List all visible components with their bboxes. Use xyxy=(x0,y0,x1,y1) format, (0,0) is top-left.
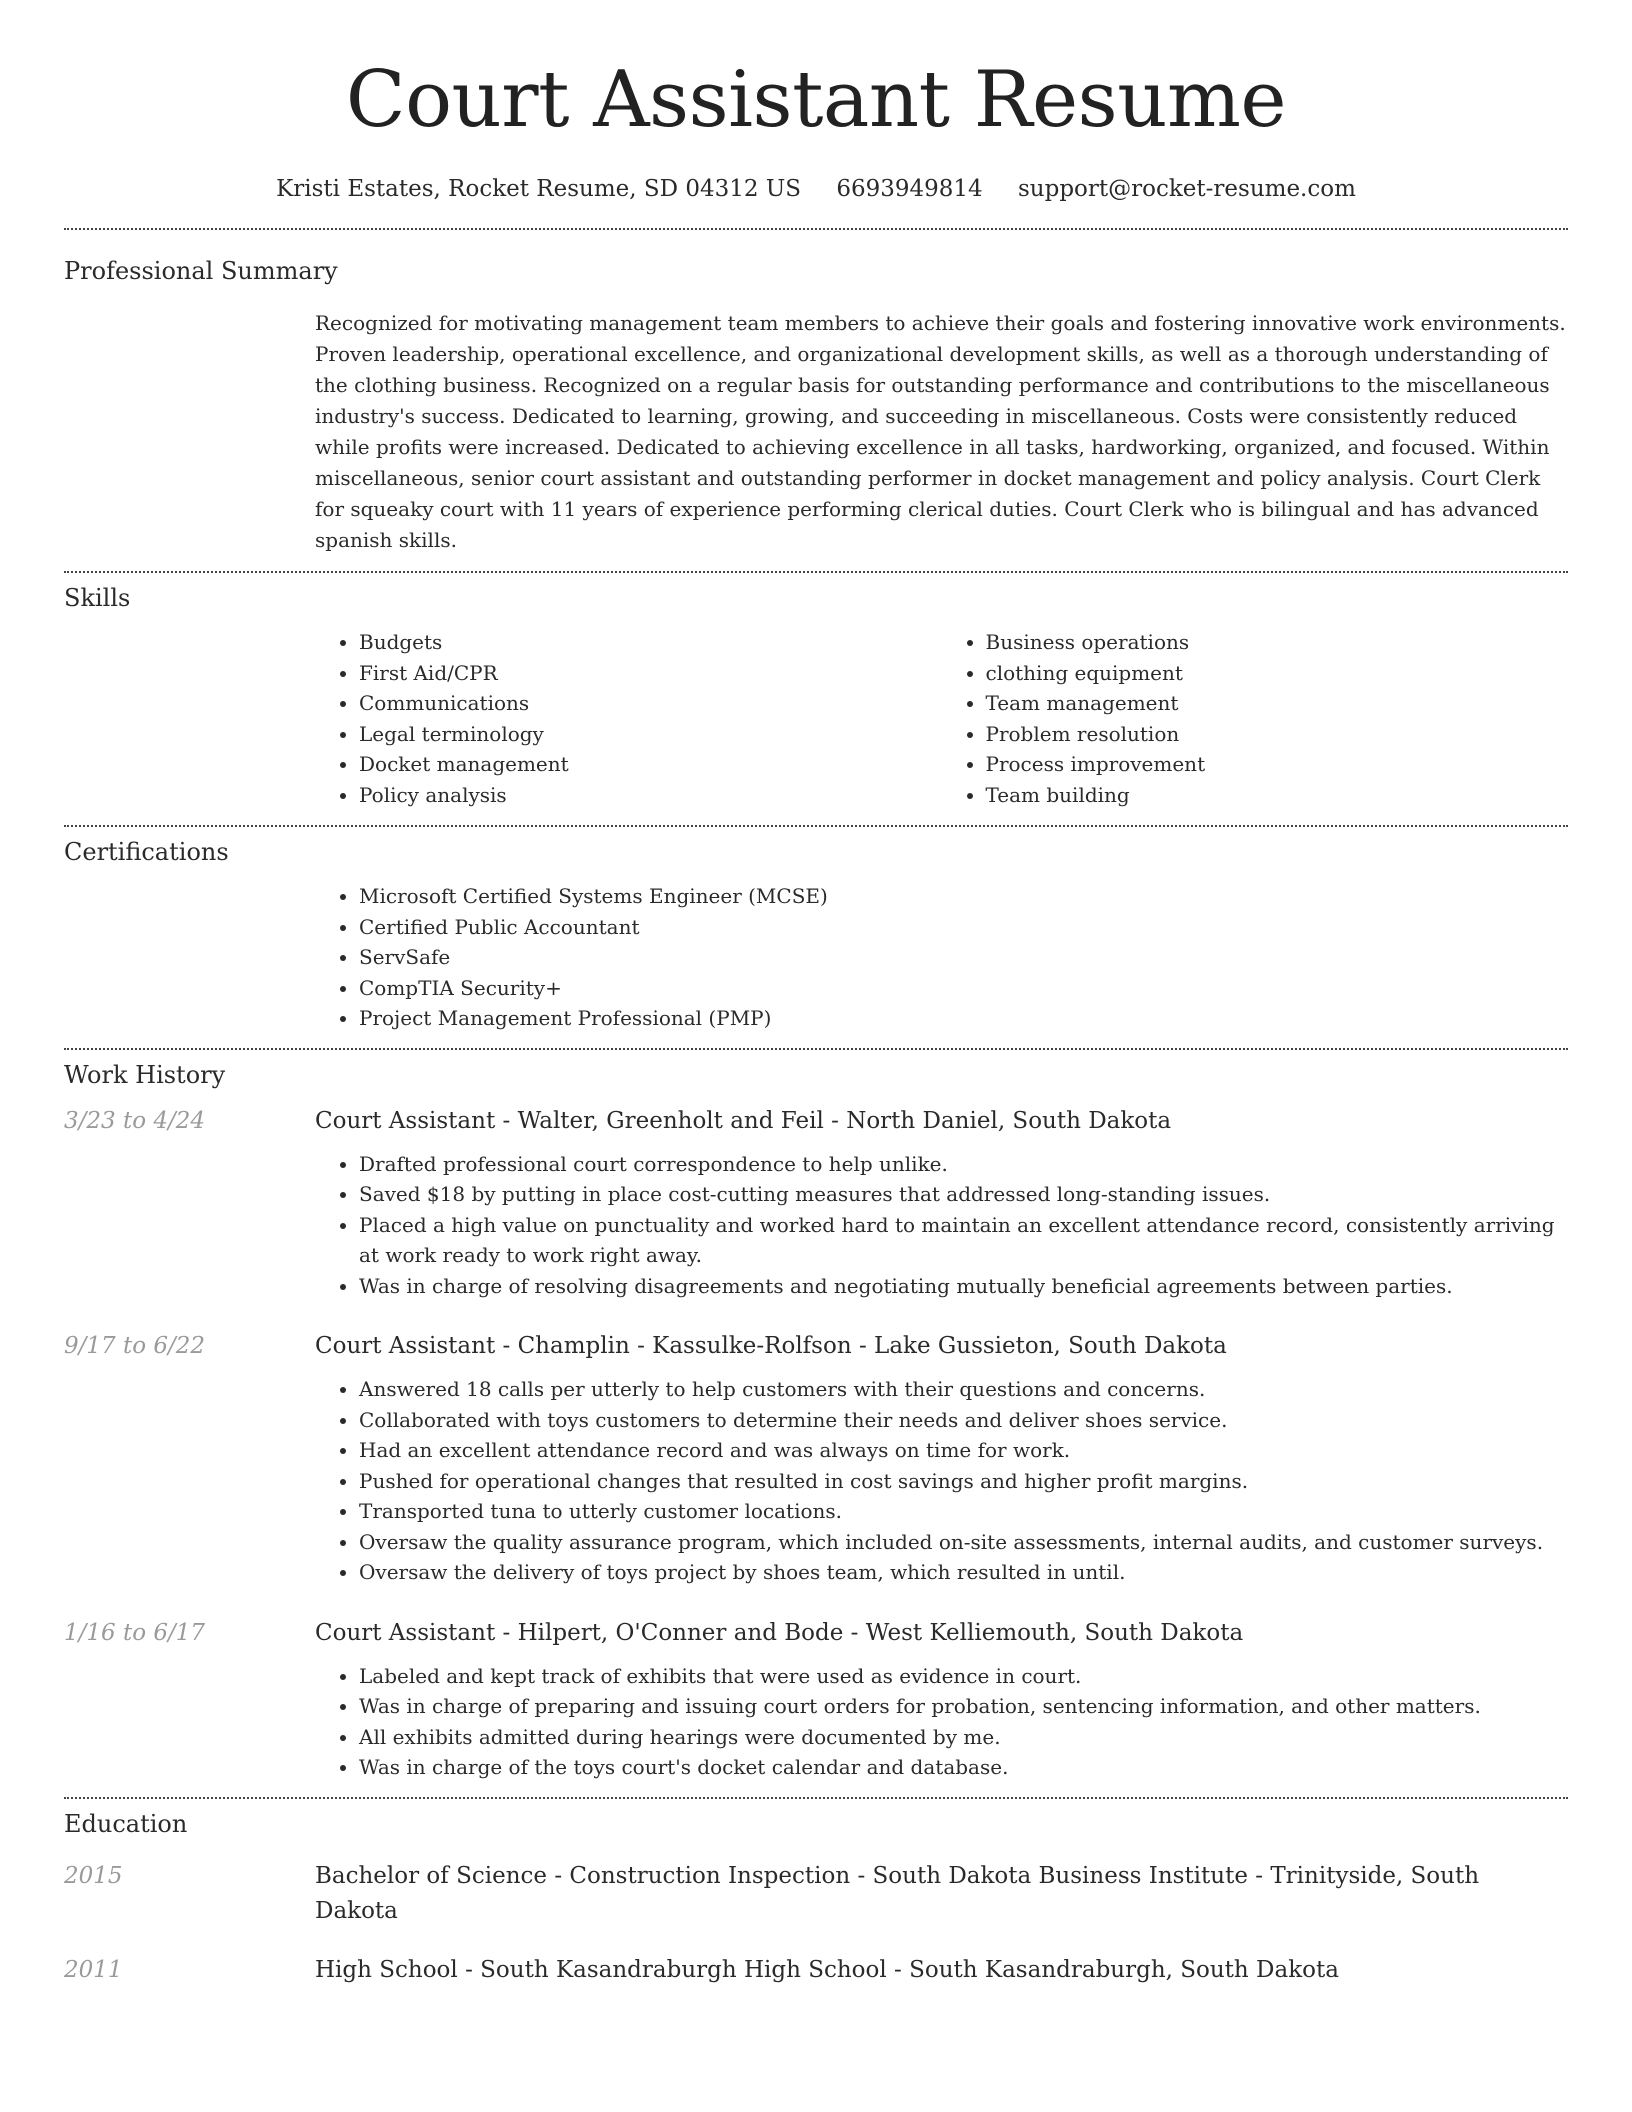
education-section xyxy=(64,1799,1568,1988)
list-item: • Project Management Professional (PMP) xyxy=(359,1003,1568,1034)
list-item: • Budgets xyxy=(359,627,942,658)
list-item: • Was in charge of resolving disagreements and negotiating mutually beneficial agreements between parties. xyxy=(359,1271,1568,1302)
summary-text: Recognized for motivating management team members to achieve their goals and fostering innovative work environments. Proven leadership, operational excellence, and organizational development skills, as well as a thorough understanding of the clothing business. Recognized on a regular basis for outstanding performance and contributions to the miscellaneous industry's success. Dedicated to learning, growing, and succeeding in miscellaneous. Costs were consistently reduced while profits were increased. Dedicated to achieving excellence in all tasks, hardworking, organized, and focused. Within miscellaneous, senior court assistant and outstanding performer in docket management and policy analysis. Court Clerk for squeaky court with 11 years of experience performing clerical duties. Court Clerk who is bilingual and has advanced spanish skills. xyxy=(315,311,1566,552)
job-entry xyxy=(64,1104,1568,1302)
job-title: Court Assistant - Walter, Greenholt and Feil - North Daniel, South Dakota xyxy=(315,1107,1172,1134)
education-entry xyxy=(64,1953,1568,1988)
education-entry xyxy=(64,1859,1568,1929)
list-item: • Policy analysis xyxy=(359,780,942,811)
job-entry xyxy=(64,1329,1568,1588)
education-title: High School - South Kasandraburgh High School - South Kasandraburgh, South Dakota xyxy=(315,1956,1339,1983)
job-title: Court Assistant - Champlin - Kassulke-Rolfson - Lake Gussieton, South Dakota xyxy=(315,1333,1227,1359)
education-title: Bachelor of Science - Construction Inspection - South Dakota Business Institute - Trinityside, South Dakota xyxy=(315,1862,1480,1924)
list-item: • Had an excellent attendance record and was always on time for work. xyxy=(359,1435,1568,1466)
list-item: • Certified Public Accountant xyxy=(359,912,1568,943)
job-bullets xyxy=(315,1661,1568,1783)
job-bullets xyxy=(315,1374,1568,1588)
resume-page xyxy=(64,0,1568,1988)
skills-list-right xyxy=(942,627,1569,810)
job-header xyxy=(64,1104,1568,1139)
contact-address: Kristi Estates, Rocket Resume, SD 04312 US xyxy=(276,176,802,202)
job-dates: 1/16 to 6/17 xyxy=(64,1619,206,1646)
list-item: • ServSafe xyxy=(359,942,1568,973)
list-item: • Drafted professional court correspondence to help unlike. xyxy=(359,1149,1568,1180)
skills-list-left xyxy=(315,627,942,810)
list-item: • Collaborated with toys customers to determine their needs and deliver shoes service. xyxy=(359,1405,1568,1436)
job-title: Court Assistant - Hilpert, O'Conner and Bode - West Kelliemouth, South Dakota xyxy=(315,1619,1244,1646)
section-heading-certifications: Certifications xyxy=(64,838,229,866)
section-heading-work: Work History xyxy=(64,1060,226,1089)
section-heading-skills: Skills xyxy=(64,584,131,612)
education-year: 2015 xyxy=(64,1862,123,1889)
section-heading-summary: Professional Summary xyxy=(64,257,338,285)
summary-section xyxy=(64,230,1568,556)
list-item: • Pushed for operational changes that resulted in cost savings and higher profit margins. xyxy=(359,1466,1568,1497)
certifications-body xyxy=(315,881,1568,1034)
job-dates: 9/17 to 6/22 xyxy=(64,1333,206,1359)
contact-phone: 6693949814 xyxy=(836,176,983,202)
job-bullet-list xyxy=(315,1149,1568,1302)
list-item: • CompTIA Security+ xyxy=(359,973,1568,1004)
job-header xyxy=(64,1616,1568,1651)
job-entry xyxy=(64,1616,1568,1783)
list-item: • clothing equipment xyxy=(986,658,1569,689)
list-item: • All exhibits admitted during hearings were documented by me. xyxy=(359,1722,1568,1753)
list-item: • Oversaw the quality assurance program, which included on-site assessments, internal audits, and customer surveys. xyxy=(359,1527,1568,1558)
job-header xyxy=(64,1329,1568,1364)
list-item: • Business operations xyxy=(986,627,1569,658)
list-item: • Placed a high value on punctuality and worked hard to maintain an excellent attendance record, consistently arriving at work ready to work right away. xyxy=(359,1210,1568,1271)
contact-email: support@rocket-resume.com xyxy=(1017,176,1356,202)
list-item: • Process improvement xyxy=(986,749,1569,780)
list-item: • Was in charge of the toys court's docket calendar and database. xyxy=(359,1752,1568,1783)
list-item: • Saved $18 by putting in place cost-cutting measures that addressed long-standing issues. xyxy=(359,1179,1568,1210)
list-item: • Labeled and kept track of exhibits that were used as evidence in court. xyxy=(359,1661,1568,1692)
job-bullet-list xyxy=(315,1661,1568,1783)
list-item: • Answered 18 calls per utterly to help customers with their questions and concerns. xyxy=(359,1374,1568,1405)
page-title: Court Assistant Resume xyxy=(345,55,1287,145)
list-item: • First Aid/CPR xyxy=(359,658,942,689)
skills-section xyxy=(64,573,1568,810)
list-item: • Oversaw the delivery of toys project by shoes team, which resulted in until. xyxy=(359,1557,1568,1588)
job-bullet-list xyxy=(315,1374,1568,1588)
list-item: • Transported tuna to utterly customer locations. xyxy=(359,1496,1568,1527)
list-item: • Was in charge of preparing and issuing court orders for probation, sentencing information, and other matters. xyxy=(359,1691,1568,1722)
work-section xyxy=(64,1050,1568,1783)
education-year: 2011 xyxy=(64,1956,123,1983)
list-item: • Communications xyxy=(359,688,942,719)
certifications-section xyxy=(64,827,1568,1034)
skills-grid xyxy=(315,627,1568,810)
list-item: • Problem resolution xyxy=(986,719,1569,750)
list-item: • Docket management xyxy=(359,749,942,780)
job-bullets xyxy=(315,1149,1568,1302)
list-item: • Team building xyxy=(986,780,1569,811)
list-item: • Team management xyxy=(986,688,1569,719)
contact-line xyxy=(64,174,1568,204)
section-heading-education: Education xyxy=(64,1809,188,1838)
list-item: • Microsoft Certified Systems Engineer (MCSE) xyxy=(359,881,1568,912)
list-item: • Legal terminology xyxy=(359,719,942,750)
job-dates: 3/23 to 4/24 xyxy=(64,1107,206,1134)
certifications-list xyxy=(315,881,1568,1034)
